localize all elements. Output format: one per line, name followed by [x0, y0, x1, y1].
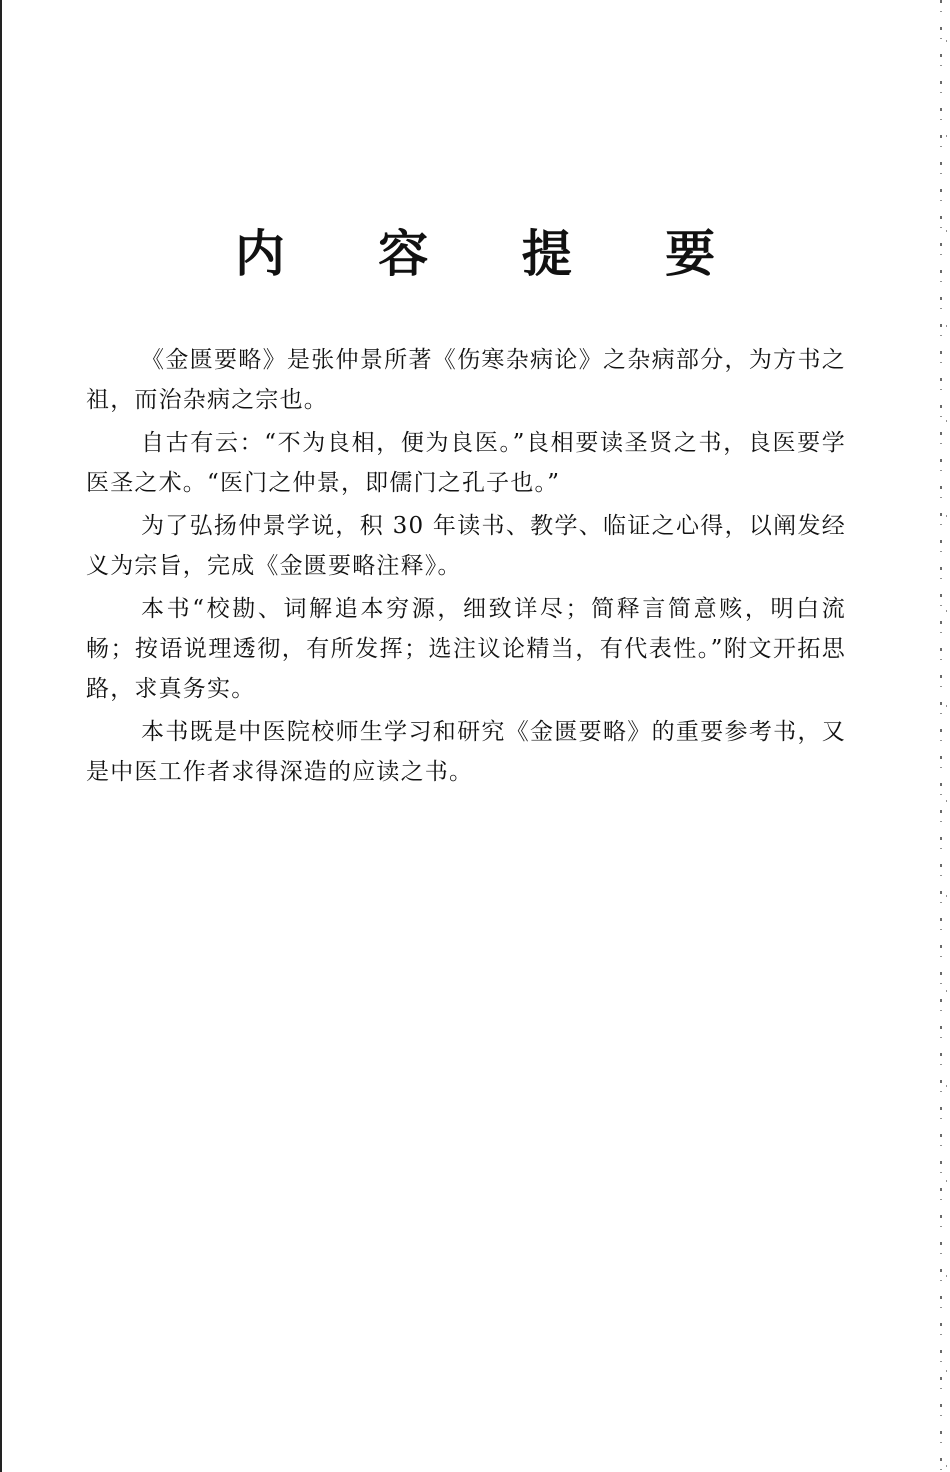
- scan-edge-right: [940, 0, 942, 1472]
- paragraph-5: 本书既是中医院校师生学习和研究《金匮要略》的重要参考书，又是中医工作者求得深造的应读之书。: [86, 719, 846, 785]
- paragraph-4: 本书“校勘、词解追本穷源，细致详尽；简释言简意赅，明白流畅；按语说理透彻，有所发挥；选注议论精当，有代表性。”附文开拓思路，求真务实。: [86, 596, 846, 702]
- paragraph-2: 自古有云：“不为良相，便为良医。”良相要读圣贤之书，良医要学医圣之术。“医门之仲景，即儒门之孔子也。”: [86, 430, 846, 496]
- page-title: 内 容 提 要: [234, 224, 754, 283]
- paragraph-3: 为了弘扬仲景学说，积 30 年读书、教学、临证之心得，以阐发经义为宗旨，完成《金匮要略注释》。: [86, 513, 846, 579]
- scan-edge-left: [0, 0, 2, 1472]
- scan-edge-right-speckle: [946, 0, 947, 1472]
- summary-body: [86, 340, 846, 795]
- paragraph-1: 《金匮要略》是张仲景所著《伤寒杂病论》之杂病部分，为方书之祖，而治杂病之宗也。: [86, 347, 846, 413]
